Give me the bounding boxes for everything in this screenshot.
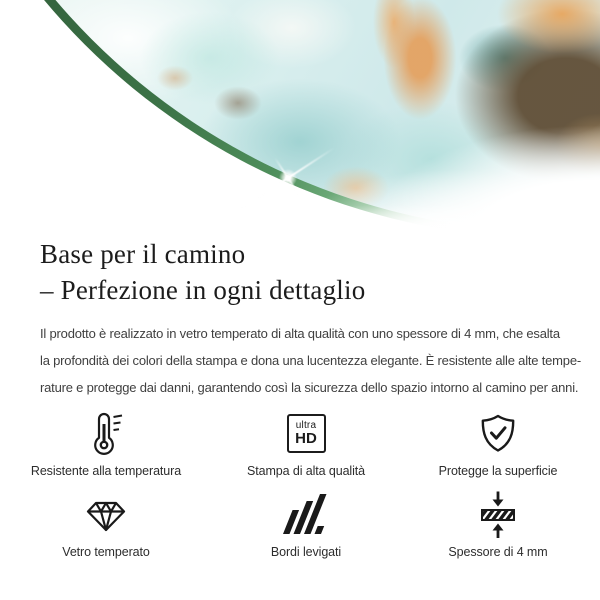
polished-edges-icon	[283, 490, 329, 538]
title-line-2: – Perfezione in ogni dettaglio	[40, 275, 366, 305]
feature-label: Vetro temperato	[62, 545, 150, 559]
feature-label: Spessore di 4 mm	[448, 545, 548, 559]
feature-item-thickness	[400, 490, 596, 559]
ultra-hd-icon	[287, 409, 326, 457]
description-line: la profondità dei colori della stampa e dona una lucentezza elegante. È resistente alle alte tempe-	[40, 353, 581, 368]
diamond-icon	[84, 490, 128, 538]
product-description	[40, 320, 581, 401]
feature-label: Bordi levigati	[270, 545, 342, 559]
feature-grid	[0, 409, 600, 559]
feature-label: Resistente alla temperatura	[30, 464, 182, 478]
title-line-1: Base per il camino	[40, 239, 246, 269]
feature-label: Protegge la superficie	[438, 464, 558, 478]
thickness-icon	[476, 490, 520, 538]
feature-item-temperature	[0, 409, 212, 478]
feature-item-protection	[400, 409, 596, 478]
description-line: rature e protegge dai danni, garantendo così la sicurezza dello spazio intorno al camino per anni.	[40, 380, 579, 395]
shield-check-icon	[476, 409, 520, 457]
ultra-hd-text-top: ultra	[295, 419, 317, 431]
description-line: Il prodotto è realizzato in vetro temperato di alta qualità con uno spessore di 4 mm, che esalta	[40, 326, 560, 341]
feature-item-tempered-glass	[0, 490, 212, 559]
feature-label: Stampa di alta qualità	[246, 464, 365, 478]
hero-product-photo	[0, 0, 600, 228]
small-glint-icon	[249, 170, 259, 180]
page-title	[40, 236, 560, 308]
feature-item-print-quality	[212, 409, 400, 478]
feature-item-polished-edges	[212, 490, 400, 559]
ultra-hd-text-bottom: HD	[295, 429, 317, 447]
thermometer-icon	[84, 409, 128, 457]
